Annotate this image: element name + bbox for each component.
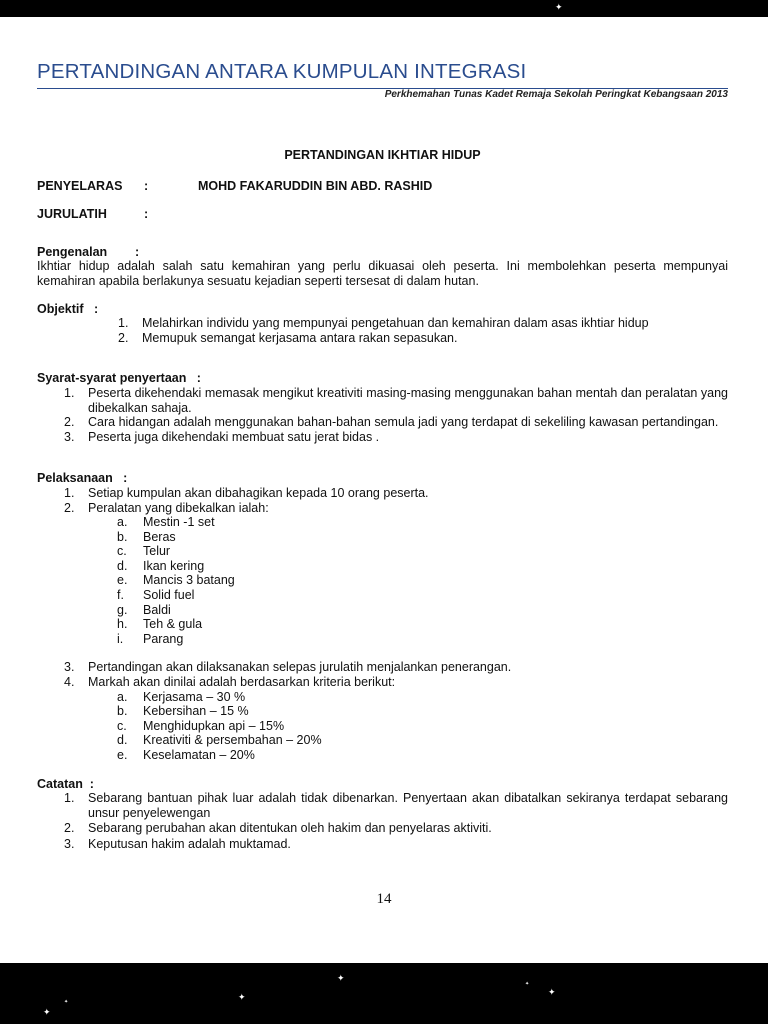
- penyelaras-colon: :: [144, 178, 149, 193]
- header-title: PERTANDINGAN ANTARA KUMPULAN INTEGRASI: [37, 60, 527, 83]
- catatan-list: [37, 791, 728, 851]
- list-item: 1. Melahirkan individu yang mempunyai pengetahuan dan kemahiran dalam asas ikhtiar hidup: [118, 316, 649, 331]
- list-item: c. Menghidupkan api – 15%: [117, 718, 285, 733]
- list-item: b. Beras: [117, 529, 176, 544]
- star-icon: ✦: [43, 1007, 51, 1017]
- pelaksanaan-heading: Pelaksanaan :: [37, 471, 128, 486]
- list-item: e. Mancis 3 batang: [117, 573, 235, 588]
- star-icon: ✦: [238, 992, 246, 1002]
- list-item: 1. Setiap kumpulan akan dibahagikan kepada 10 orang peserta.: [64, 485, 429, 500]
- jurulatih-colon: :: [144, 207, 149, 222]
- list-item: a. Kerjasama – 30 %: [117, 689, 246, 704]
- catatan-heading: Catatan :: [37, 776, 94, 791]
- pengenalan-heading: Pengenalan :: [37, 244, 140, 259]
- jurulatih-label: JURULATIH: [37, 207, 107, 222]
- pelaksanaan-list-cont: [37, 660, 728, 689]
- list-item: i. Parang: [117, 631, 184, 646]
- list-item: b. Kebersihan – 15 %: [117, 704, 249, 719]
- penyelaras-value: MOHD FAKARUDDIN BIN ABD. RASHID: [198, 178, 433, 193]
- list-item: d. Kreativiti & persembahan – 20%: [117, 733, 322, 748]
- star-icon: ✦: [555, 2, 563, 12]
- star-icon: ✦: [64, 999, 69, 1005]
- header-subtitle: Perkhemahan Tunas Kadet Remaja Sekolah Peringkat Kebangsaan 2013: [384, 89, 728, 100]
- document-title: PERTANDINGAN IKHTIAR HIDUP: [284, 148, 481, 162]
- list-item: f. Solid fuel: [117, 588, 195, 603]
- list-item: 1. Peserta dikehendaki memasak mengikut kreativiti masing-masing menggunakan bahan mentah dan peralatan yang dibekalkan sahaja.: [64, 385, 728, 415]
- list-item: 1. Sebarang bantuan pihak luar adalah tidak dibenarkan. Penyertaan akan dibatalkan sekiranya terdapat sebarang unsur penyelewengan: [64, 791, 728, 820]
- star-icon: ✦: [548, 987, 556, 997]
- list-item: 3. Pertandingan akan dilaksanakan selepas jurulatih menjalankan penerangan.: [64, 660, 512, 675]
- document-body: [37, 132, 728, 852]
- pengenalan-text: Ikhtiar hidup adalah salah satu kemahiran yang perlu dikuasai oleh peserta. Ini membolehkan peserta mempunyai kemahiran apabila berlakunya sesuatu kejadian seperti tersesat di dalam hutan.: [37, 259, 728, 288]
- list-item: g. Baldi: [117, 602, 171, 617]
- list-item: 2. Cara hidangan adalah menggunakan bahan-bahan semula jadi yang terdapat di sekeliling kawasan pertandingan.: [64, 415, 719, 430]
- syarat-heading: Syarat-syarat penyertaan :: [37, 371, 201, 386]
- list-item: c. Telur: [117, 544, 171, 559]
- list-item: 3. Keputusan hakim adalah muktamad.: [64, 836, 291, 851]
- penyelaras-label: PENYELARAS: [37, 178, 123, 193]
- syarat-list: [37, 386, 728, 444]
- list-item: 2. Sebarang perubahan akan ditentukan oleh hakim dan penyelaras aktiviti.: [64, 821, 492, 836]
- peralatan-list: [37, 515, 728, 646]
- list-item: 2. Memupuk semangat kerjasama antara rakan sepasukan.: [118, 330, 458, 345]
- list-item: a. Mestin -1 set: [117, 515, 215, 530]
- list-item: 3. Peserta juga dikehendaki membuat satu jerat bidas .: [64, 429, 380, 444]
- list-item: 4. Markah akan dinilai adalah berdasarkan kriteria berikut:: [64, 675, 396, 690]
- page-number: 14: [376, 891, 392, 907]
- kriteria-list: [37, 690, 728, 763]
- list-item: d. Ikan kering: [117, 558, 205, 573]
- list-item: h. Teh & gula: [117, 617, 203, 632]
- list-item: 2. Peralatan yang dibekalkan ialah:: [64, 500, 269, 515]
- jurulatih-row: [37, 207, 728, 222]
- objektif-list: [37, 316, 728, 345]
- star-icon: ✦: [525, 981, 530, 987]
- list-item: e. Keselamatan – 20%: [117, 748, 255, 762]
- star-icon: ✦: [337, 973, 345, 983]
- objektif-heading: Objektif :: [37, 301, 99, 316]
- penyelaras-row: [37, 179, 728, 194]
- pelaksanaan-list: [37, 486, 728, 515]
